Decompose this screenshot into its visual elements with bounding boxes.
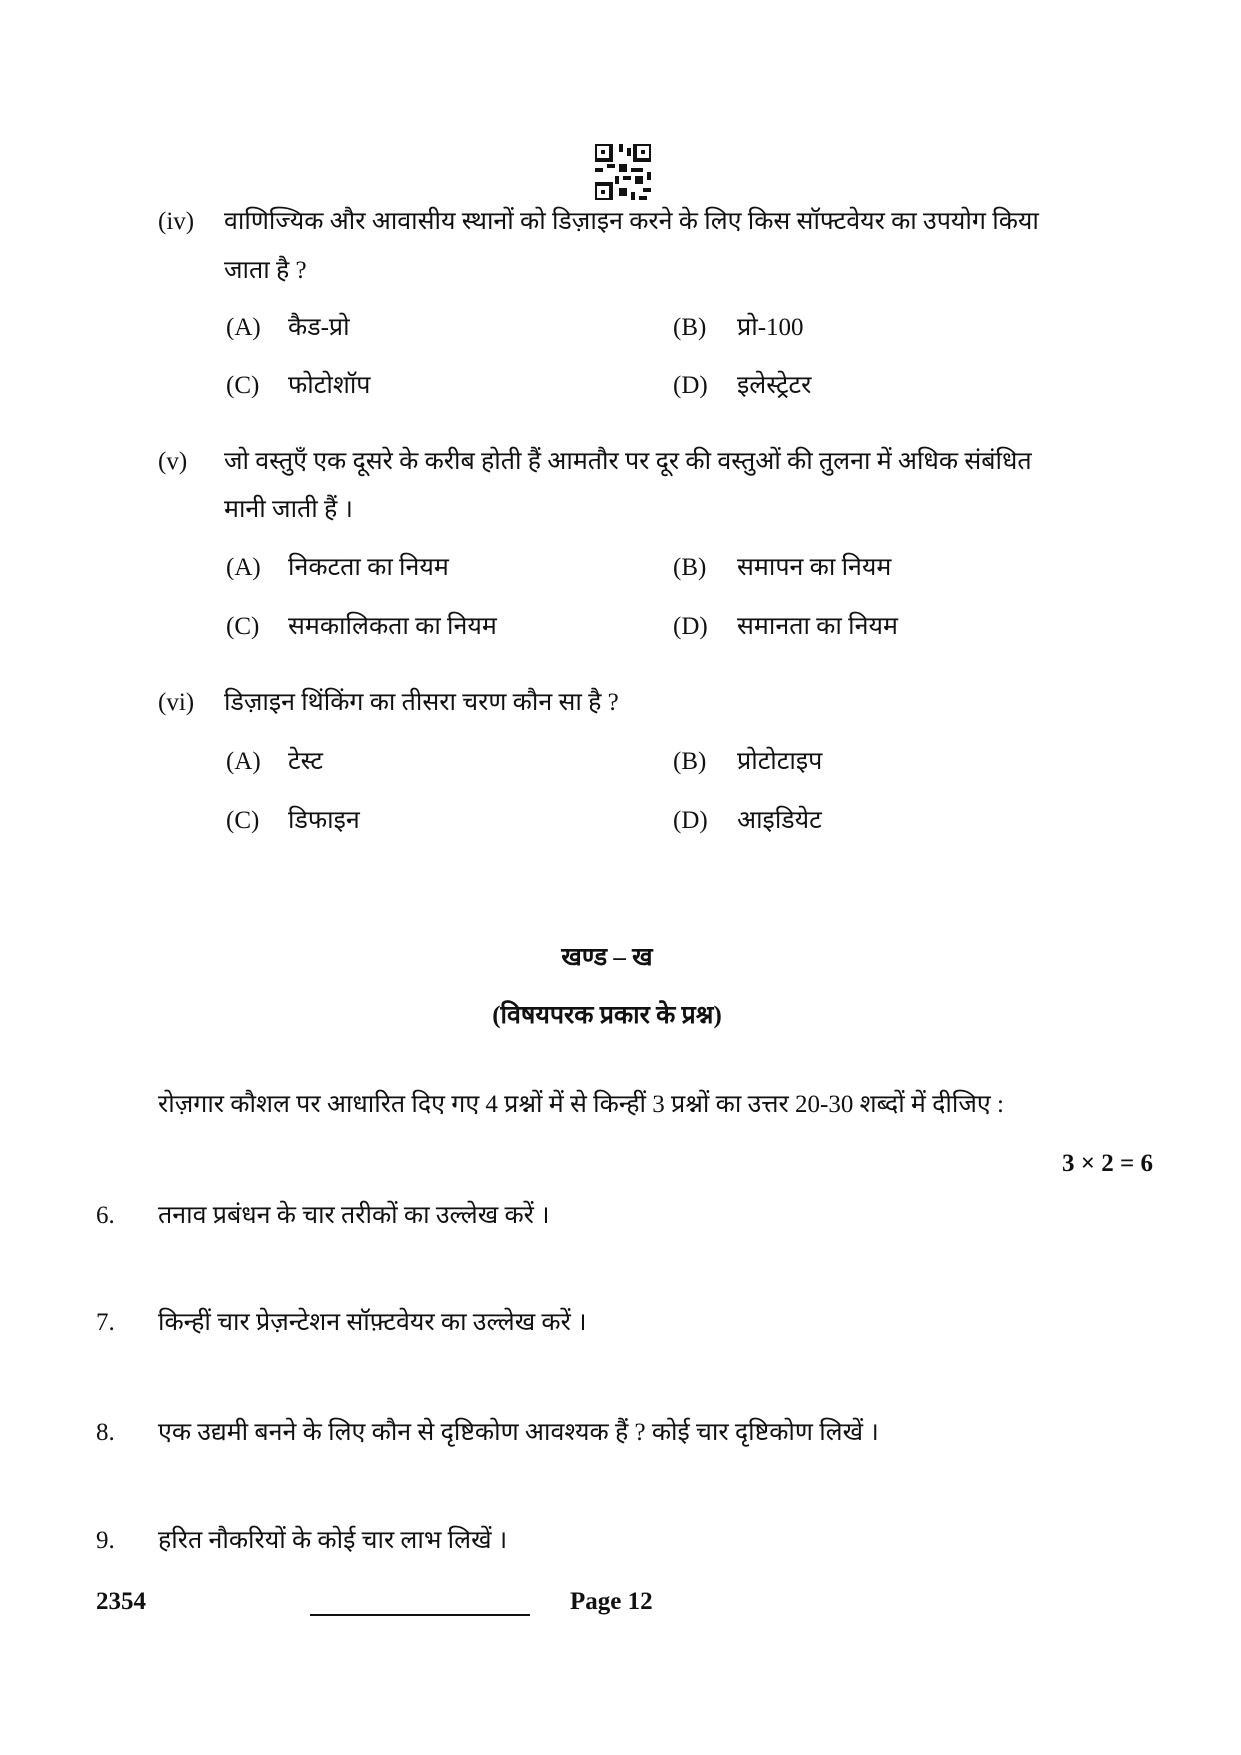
question-number: 7.: [96, 1309, 115, 1336]
option-label: (A): [226, 554, 261, 581]
option-text: प्रो-100: [737, 314, 804, 341]
question-text: तनाव प्रबंधन के चार तरीकों का उल्लेख करें ।: [158, 1202, 550, 1229]
question-text: हरित नौकरियों के कोई चार लाभ लिखें ।: [158, 1527, 508, 1554]
question-number: (iv): [158, 208, 195, 235]
page-number: Page 12: [570, 1588, 653, 1615]
section-instruction: रोज़गार कौशल पर आधारित दिए गए 4 प्रश्नों में से किन्हीं 3 प्रश्नों का उत्तर 20-30 शब्दों में दीजिए :: [158, 1091, 1004, 1118]
option-text: समानता का नियम: [737, 613, 898, 640]
option-text: निकटता का नियम: [288, 554, 449, 581]
question-text: एक उद्यमी बनने के लिए कौन से दृष्टिकोण आवश्यक हैं ? कोई चार दृष्टिकोण लिखें ।: [158, 1419, 879, 1446]
option-label: (C): [226, 613, 260, 640]
section-title: खण्ड – ख: [561, 944, 653, 971]
option-label: (C): [226, 372, 260, 399]
question-number: 9.: [96, 1527, 115, 1554]
qr-code-icon: [595, 144, 651, 200]
footer-divider: [310, 1614, 530, 1616]
option-text: समकालिकता का नियम: [288, 613, 497, 640]
option-label: (B): [673, 554, 707, 581]
option-label: (D): [673, 613, 708, 640]
option-label: (D): [673, 807, 708, 834]
option-label: (A): [226, 748, 261, 775]
question-text: जाता है ?: [224, 257, 307, 284]
question-text: जो वस्तुएँ एक दूसरे के करीब होती हैं आमतौर पर दूर की वस्तुओं की तुलना में अधिक संबंधित: [224, 448, 1032, 475]
option-label: (B): [673, 748, 707, 775]
marks: 3 × 2 = 6: [1062, 1150, 1153, 1177]
question-number: (v): [158, 448, 188, 475]
option-text: डिफाइन: [288, 807, 360, 834]
option-label: (D): [673, 372, 708, 399]
option-text: कैड-प्रो: [288, 314, 350, 341]
question-number: (vi): [158, 689, 195, 716]
option-text: प्रोटोटाइप: [737, 748, 823, 775]
option-label: (B): [673, 314, 707, 341]
option-text: समापन का नियम: [737, 554, 892, 581]
option-label: (C): [226, 807, 260, 834]
question-text: मानी जाती हैं ।: [224, 496, 354, 523]
option-text: आइडियेट: [737, 807, 822, 834]
option-label: (A): [226, 314, 261, 341]
question-number: 8.: [96, 1419, 115, 1446]
question-text: वाणिज्यिक और आवासीय स्थानों को डिज़ाइन करने के लिए किस सॉफ्टवेयर का उपयोग किया: [224, 208, 1039, 235]
option-text: टेस्ट: [288, 748, 323, 775]
section-subtitle: (विषयपरक प्रकार के प्रश्न): [492, 1002, 722, 1029]
question-number: 6.: [96, 1202, 115, 1229]
option-text: फोटोशॉप: [288, 372, 371, 399]
question-text: डिज़ाइन थिंकिंग का तीसरा चरण कौन सा है ?: [224, 689, 619, 716]
option-text: इलेस्ट्रेटर: [737, 372, 812, 399]
paper-code: 2354: [96, 1588, 146, 1615]
question-text: किन्हीं चार प्रेज़न्टेशन सॉफ़्टवेयर का उल्लेख करें ।: [158, 1309, 587, 1336]
